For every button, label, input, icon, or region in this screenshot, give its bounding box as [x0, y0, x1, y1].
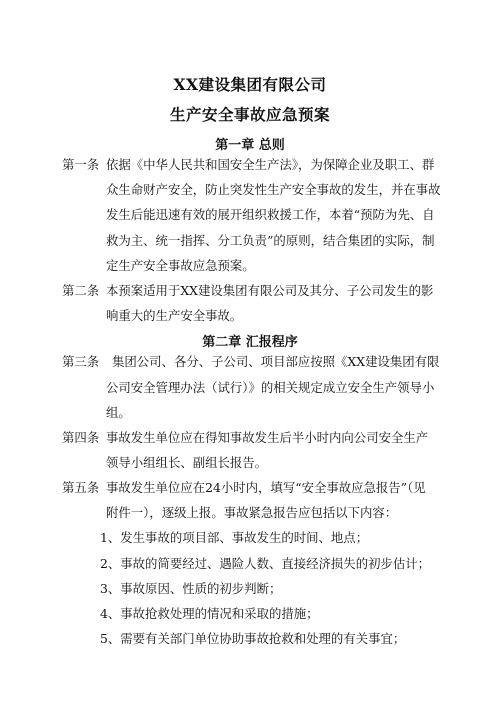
- doc-title: XX建设集团有限公司: [173, 75, 327, 94]
- article-5-line-2: 附件一），逐级上报。事故紧急报告应包括以下内容：: [106, 505, 398, 520]
- article-2-line-1: 本预案适用于XX建设集团有限公司及其分、子公司发生的影: [106, 283, 434, 298]
- chapter-2-heading: 第二章 汇报程序: [202, 335, 298, 350]
- article-1-line-1: 依据《中华人民共和国安全生产法》，为保障企业及职工、群: [106, 157, 435, 172]
- list-item: 2、事故的简要经过、遇险人数、直接经济损失的初步估计；: [100, 556, 431, 571]
- article-1-line-5: 定生产安全事故应急预案。: [106, 258, 255, 273]
- article-1-line-3: 发生后能迅速有效的展开组织救援工作，本着“预防为先、自: [106, 207, 435, 222]
- article-3-line-3: 组。: [106, 405, 131, 420]
- article-5-line-1: 事故发生单位应在24小时内，填写“安全事故应急报告”（见: [106, 480, 426, 495]
- list-item: 1、发生事故的项目部、事故发生的时间、地点；: [100, 530, 369, 545]
- article-4-line-1: 事故发生单位应在得知事故发生后半小时内向公司安全生产: [106, 430, 429, 445]
- article-2-label: 第二条: [62, 283, 100, 298]
- doc-subtitle: 生产安全事故应急预案: [169, 105, 330, 124]
- article-3-line-1: 集团公司、各分、子公司、项目部应按照《XX建设集团有限: [112, 354, 440, 369]
- article-1-label: 第一条: [62, 157, 100, 172]
- article-1-line-4: 救为主、统一指挥、分工负责”的原则，结合集团的实际，制: [106, 233, 435, 248]
- list-item: 4、事故抢救处理的情况和采取的措施；: [100, 606, 319, 621]
- article-3-line-2: 公司安全管理办法（试行）》的相关规定成立安全生产领导小: [106, 380, 435, 395]
- chapter-1-heading: 第一章 总则: [215, 138, 285, 153]
- article-4-label: 第四条: [62, 430, 100, 445]
- article-2-line-2: 响重大的生产安全事故。: [106, 308, 243, 323]
- article-1-line-2: 众生命财产安全，防止突发性生产安全事故的发生，并在事故: [106, 182, 441, 197]
- list-item: 3、事故原因、性质的初步判断；: [100, 581, 282, 596]
- list-item: 5、需要有关部门单位协助事故抢救和处理的有关事宜；: [100, 631, 406, 646]
- article-4-line-2: 领导小组组长、副组长报告。: [106, 455, 268, 470]
- article-3-label: 第三条: [62, 354, 100, 369]
- article-5-label: 第五条: [62, 480, 100, 495]
